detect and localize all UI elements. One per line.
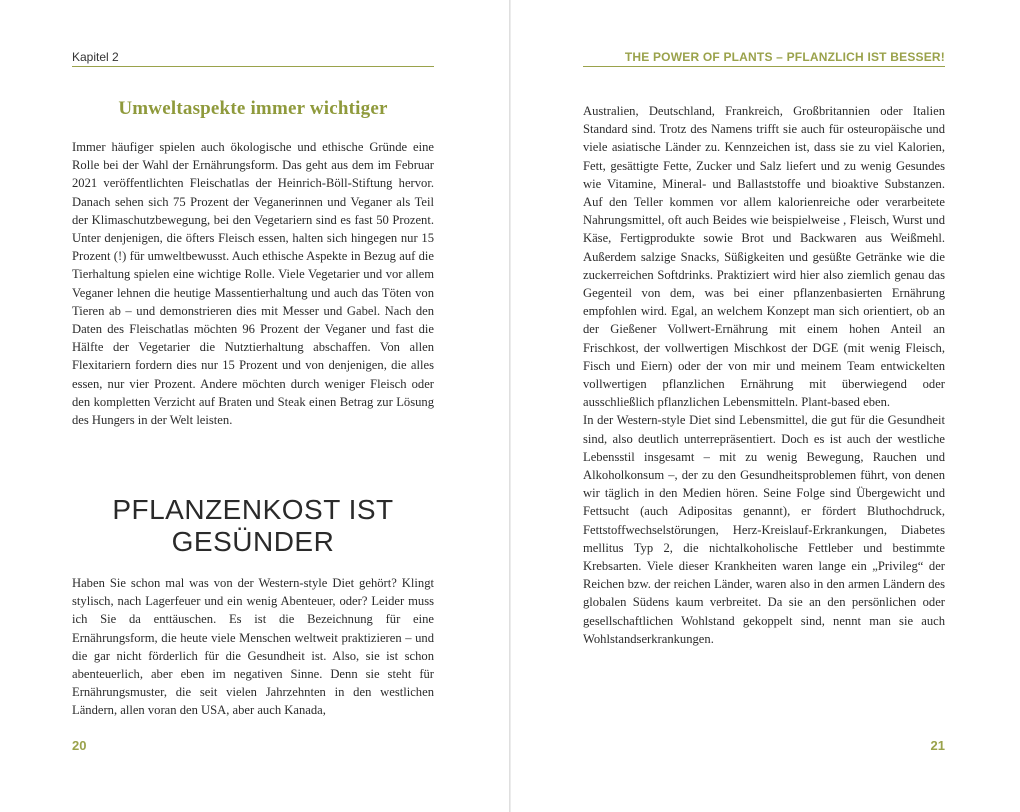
chapter-body: [72, 574, 434, 720]
section-title: Umweltaspekte immer wichtiger: [118, 98, 388, 119]
chapter-paragraph: Haben Sie schon mal was von der Western-style Diet gehört? Klingt stylisch, nach Lagerfeuer und ein wenig Abenteuer, oder? Leider muss ich Sie da enttäuschen. Es ist die Bezeichnung für eine Ernährungsform, die heute viele Menschen weltweit praktizieren – und die gar nicht förderlich für die Gesundheit ist. Also, sie ist schon abenteuerlich, aber eben im negativen Sinne. Denn sie steht für Ernährungsmuster, die seit vielen Jahrzehnten in den westlichen Ländern, allen voran den USA, aber auch Kanada,: [72, 576, 434, 718]
left-page: [0, 0, 509, 812]
right-page: [511, 0, 1020, 812]
right-paragraph-1: Australien, Deutschland, Frankreich, Großbritannien oder Italien Standard sind. Trotz des Namens trifft sie auch für osteuropäische und viele asiatische Länder zu. Kennzeichen ist, dass sie zu viel Kalorien, Fett, gesättigte Fette, Zucker und Salz liefert und zu wenig Gesundes wie Vitamine, Mineral- und Ballaststoffe und bioaktive Substanzen. Auf den Teller kommen vor allem kalorienreiche oder verarbeitete Nahrungsmittel, oft auch Beides wie beispielweise , Fleisch, Wurst und Käse, Fertigprodukte sowie Brot und Backwaren aus Weißmehl. Außerdem salzige Snacks, Süßigkeiten und gesüßte Getränke wie die zuckerreichen Softdrinks. Praktiziert wird hier also ziemlich genau das Gegenteil von dem, was bei einer pflanzenbasierten Ernährung empfohlen wird. Egal, an welchem Konzept man sich orientiert, ob an der Gießener Vollwert-Ernährung mit einem hohen Anteil an Frischkost, der vollwertigen Mischkost der DGE (mit wenig Fleisch, Fisch und Eiern) oder der von mir und meinem Team entwickelten vollwertigen pflanzlichen Ernährung mit überwiegend oder ausschließlich pflanzlichen Lebensmitteln. Plant-based eben.: [583, 104, 945, 410]
section-body: [72, 138, 434, 429]
running-head-right: THE POWER OF PLANTS – PFLANZLICH IST BESSER!: [583, 50, 945, 67]
chapter-title-line2: GESÜNDER: [171, 526, 335, 557]
right-body: [583, 102, 945, 648]
page-number-left: 20: [72, 738, 87, 753]
right-paragraph-2: In der Western-style Diet sind Lebensmittel, die gut für die Gesundheit sind, also deutlich unterrepräsentiert. Doch es ist auch der westliche Lebensstil insgesamt – mit zu wenig Bewegung, Rauchen und Alkoholkonsum –, der zu den Gesundheitsproblemen führt, von denen wir täglich in den Medien hören. Seine Folge sind Übergewicht und Fettsucht (auch Adipositas genannt), er fördert Bluthochdruck, Fettstoffwechselstörungen, Herz-Kreislauf-Erkrankungen, Diabetes mellitus Typ 2, die nichtalkoholische Fettleber und bestimmte Krebsarten. Viele dieser Krankheiten waren lange ein „Privileg“ der Reichen bzw. der reichen Länder, waren also in den armen Ländern des globalen Südens kaum verbreitet. Da sie an den persönlichen oder gesellschaftlichen Wohlstand gekoppelt sind, nennt man sie auch Wohlstandserkrankungen.: [583, 413, 945, 646]
running-head-left: Kapitel 2: [72, 50, 434, 67]
chapter-title: [72, 494, 434, 558]
page-number-right: 21: [930, 738, 945, 753]
chapter-title-line1: PFLANZENKOST IST: [112, 494, 394, 525]
section-paragraph: Immer häufiger spielen auch ökologische und ethische Gründe eine Rolle bei der Wahl der Ernährungsform. Das geht aus dem im Februar 2021 veröffentlichten Fleischatlas der Heinrich-Böll-Stiftung hervor. Danach sehen sich 75 Prozent der Veganerinnen und Veganer als Teil der Klimaschutzbewegung, bei den Vegetariern sind es fast 50 Prozent. Unter denjenigen, die öfters Fleisch essen, halten sich hingegen nur 15 Prozent (!) für umweltbewusst. Auch ethische Aspekte in Bezug auf die Tierhaltung spielen eine wichtige Rolle. Viele Vegetarier und vor allem Veganer lehnen die heutige Massentierhaltung und auch das Töten von Tieren ab – und demonstrieren dies mit Messer und Gabel. Nach den Daten des Fleischatlas möchten 96 Prozent der Veganer und fast die Hälfte der Vegetarier die Nutztierhaltung abschaffen. Von allen Flexitariern fordern dies nur 15 Prozent und von denjenigen, die alles essen, nur vier Prozent. Andere möchten durch weniger Fleisch oder den kompletten Verzicht auf Braten und Steak einen Betrag zur Lösung des Hungers in der Welt leisten.: [72, 140, 434, 428]
